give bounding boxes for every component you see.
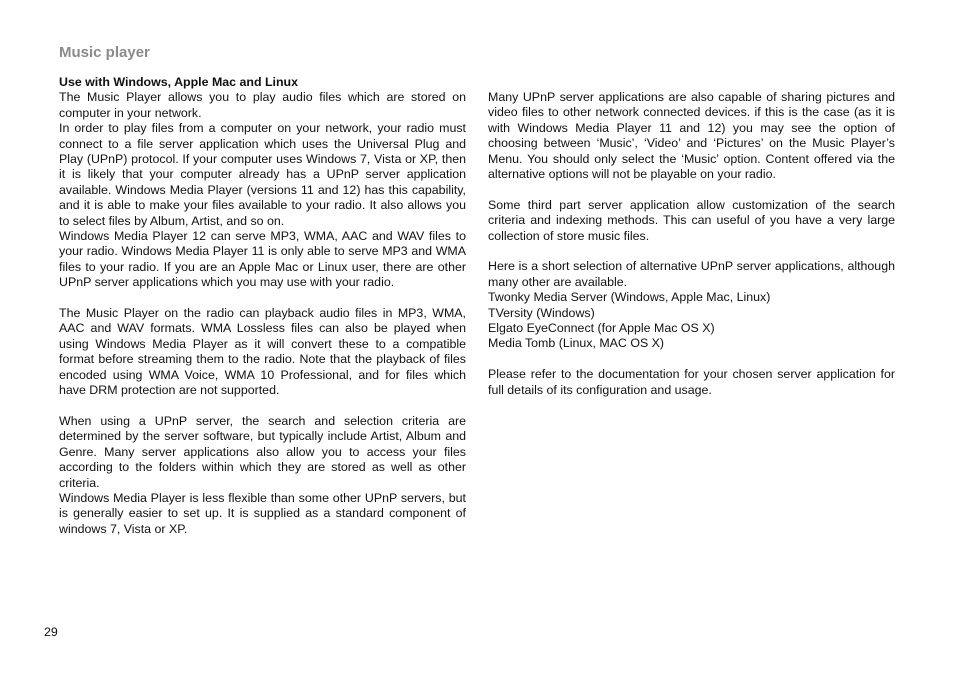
server-list-item: Twonky Media Server (Windows, Apple Mac, Linux) bbox=[488, 290, 771, 305]
left-column bbox=[59, 75, 466, 537]
server-list-item: Media Tomb (Linux, MAC OS X) bbox=[488, 336, 665, 351]
paragraph: Please refer to the documentation for your chosen server application for full details of its configuration and usage. bbox=[488, 367, 895, 397]
subheading: Use with Windows, Apple Mac and Linux bbox=[59, 75, 298, 89]
server-list-item: Elgato EyeConnect (for Apple Mac OS X) bbox=[488, 321, 715, 336]
paragraph-gap bbox=[488, 182, 895, 197]
paragraph: The Music Player on the radio can playback audio files in MP3, WMA, AAC and WAV formats. WMA Lossless files can also be played when using Windows Media Player as it will convert these to a compatible format before streaming them to the radio. Note that the playback of files encoded using WMA Voice, WMA 10 Professional, and for files which have DRM protection are not supported. bbox=[59, 306, 466, 398]
paragraph: Here is a short selection of alternative UPnP server applications, although many other are available. bbox=[488, 259, 895, 289]
page-number: 29 bbox=[44, 625, 58, 639]
paragraph: In order to play files from a computer on your network, your radio must connect to a file server application which uses the Universal Plug and Play (UPnP) protocol. If your computer uses Windows 7, Vista or XP, then it is likely that your computer already has a UPnP server application available. Windows Media Player (versions 11 and 12) has this capability, and it is able to make your files available to your radio. It also allows you to select files by Album, Artist, and so on. bbox=[59, 121, 466, 228]
paragraph: When using a UPnP server, the search and selection criteria are determined by the server software, but typically include Artist, Album and Genre. Many server applications also allow you to access your files according to the folders within which they are stored as well as other criteria. bbox=[59, 413, 466, 490]
paragraph: Many UPnP server applications are also capable of sharing pictures and video files to other network connected devices. if this is the case (as it is with Windows Media Player 11 and 12) you may see the option of choosing between ‘Music’, ‘Video’ and ‘Pictures’ on the Music Player’s Menu. You should only select the ‘Music’ option. Content offered via the alternative options will not be playable on your radio. bbox=[488, 90, 895, 182]
right-column bbox=[488, 90, 895, 398]
paragraph: Windows Media Player is less flexible than some other UPnP servers, but is generally easier to set up. It is supplied as a standard component of windows 7, Vista or XP. bbox=[59, 490, 466, 536]
paragraph: The Music Player allows you to play audio files which are stored on computer in your network. bbox=[59, 90, 466, 120]
paragraph: Some third part server application allow customization of the search criteria and indexing methods. This can useful of you have a very large collection of store music files. bbox=[488, 197, 895, 243]
paragraph-gap bbox=[488, 352, 895, 367]
paragraph-gap bbox=[59, 291, 466, 306]
section-title: Music player bbox=[59, 44, 150, 61]
paragraph: Windows Media Player 12 can serve MP3, WMA, AAC and WAV files to your radio. Windows Media Player 11 is only able to serve MP3 and WMA files to your radio. If you are an Apple Mac or Linux user, there are other UPnP server applications which you may use with your radio. bbox=[59, 229, 466, 290]
paragraph-gap bbox=[488, 244, 895, 259]
paragraph-gap bbox=[59, 399, 466, 414]
server-list-item: TVersity (Windows) bbox=[488, 305, 595, 320]
